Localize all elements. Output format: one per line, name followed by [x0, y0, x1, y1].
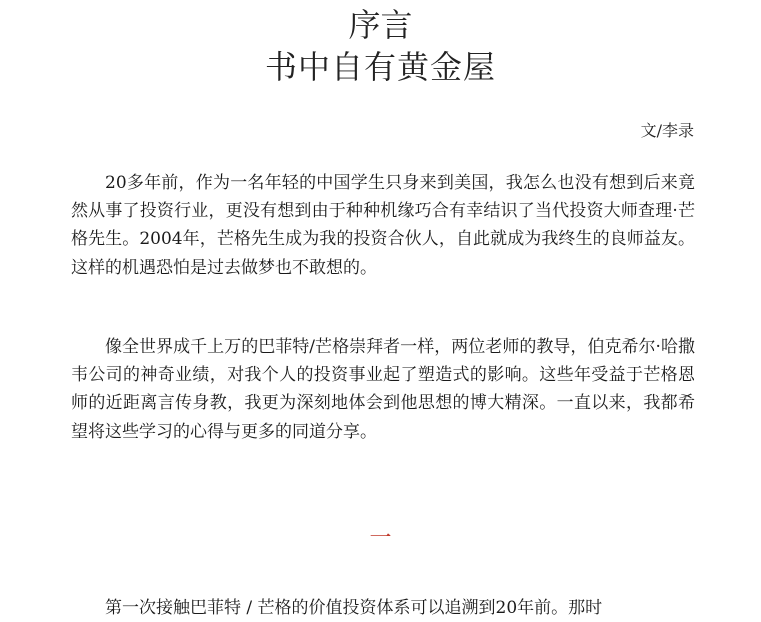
section-first-paragraph: 第一次接触巴菲特 / 芒格的价值投资体系可以追溯到20年前。那时: [105, 598, 603, 618]
book-title: 书中自有黄金屋: [264, 48, 496, 86]
preface-title: 序言: [348, 6, 413, 44]
paragraph-2: 像全世界成千上万的巴菲特/芒格崇拜者一样，两位老师的教导，伯克希尔·哈撒韦公司的神奇业绩，对我个人的投资事业起了塑造式的影响。这些年受益于芒格恩师的近距离言传身教，我更为深刻地体会到他思想的博大精深。一直以来，我都希望将这些学习的心得与更多的同道分享。: [71, 337, 695, 442]
author-byline: 文/李录: [640, 121, 694, 140]
section-marker: 一: [369, 526, 392, 551]
paragraph-1: 20多年前，作为一名年轻的中国学生只身来到美国，我怎么也没有想到后来竟然从事了投资行业，更没有想到由于种种机缘巧合有幸结识了当代投资大师查理·芒格先生。2004年，芒格先生成为我的投资合伙人，自此就成为我终生的良师益友。这样的机遇恐怕是过去做梦也不敢想的。: [71, 173, 695, 278]
